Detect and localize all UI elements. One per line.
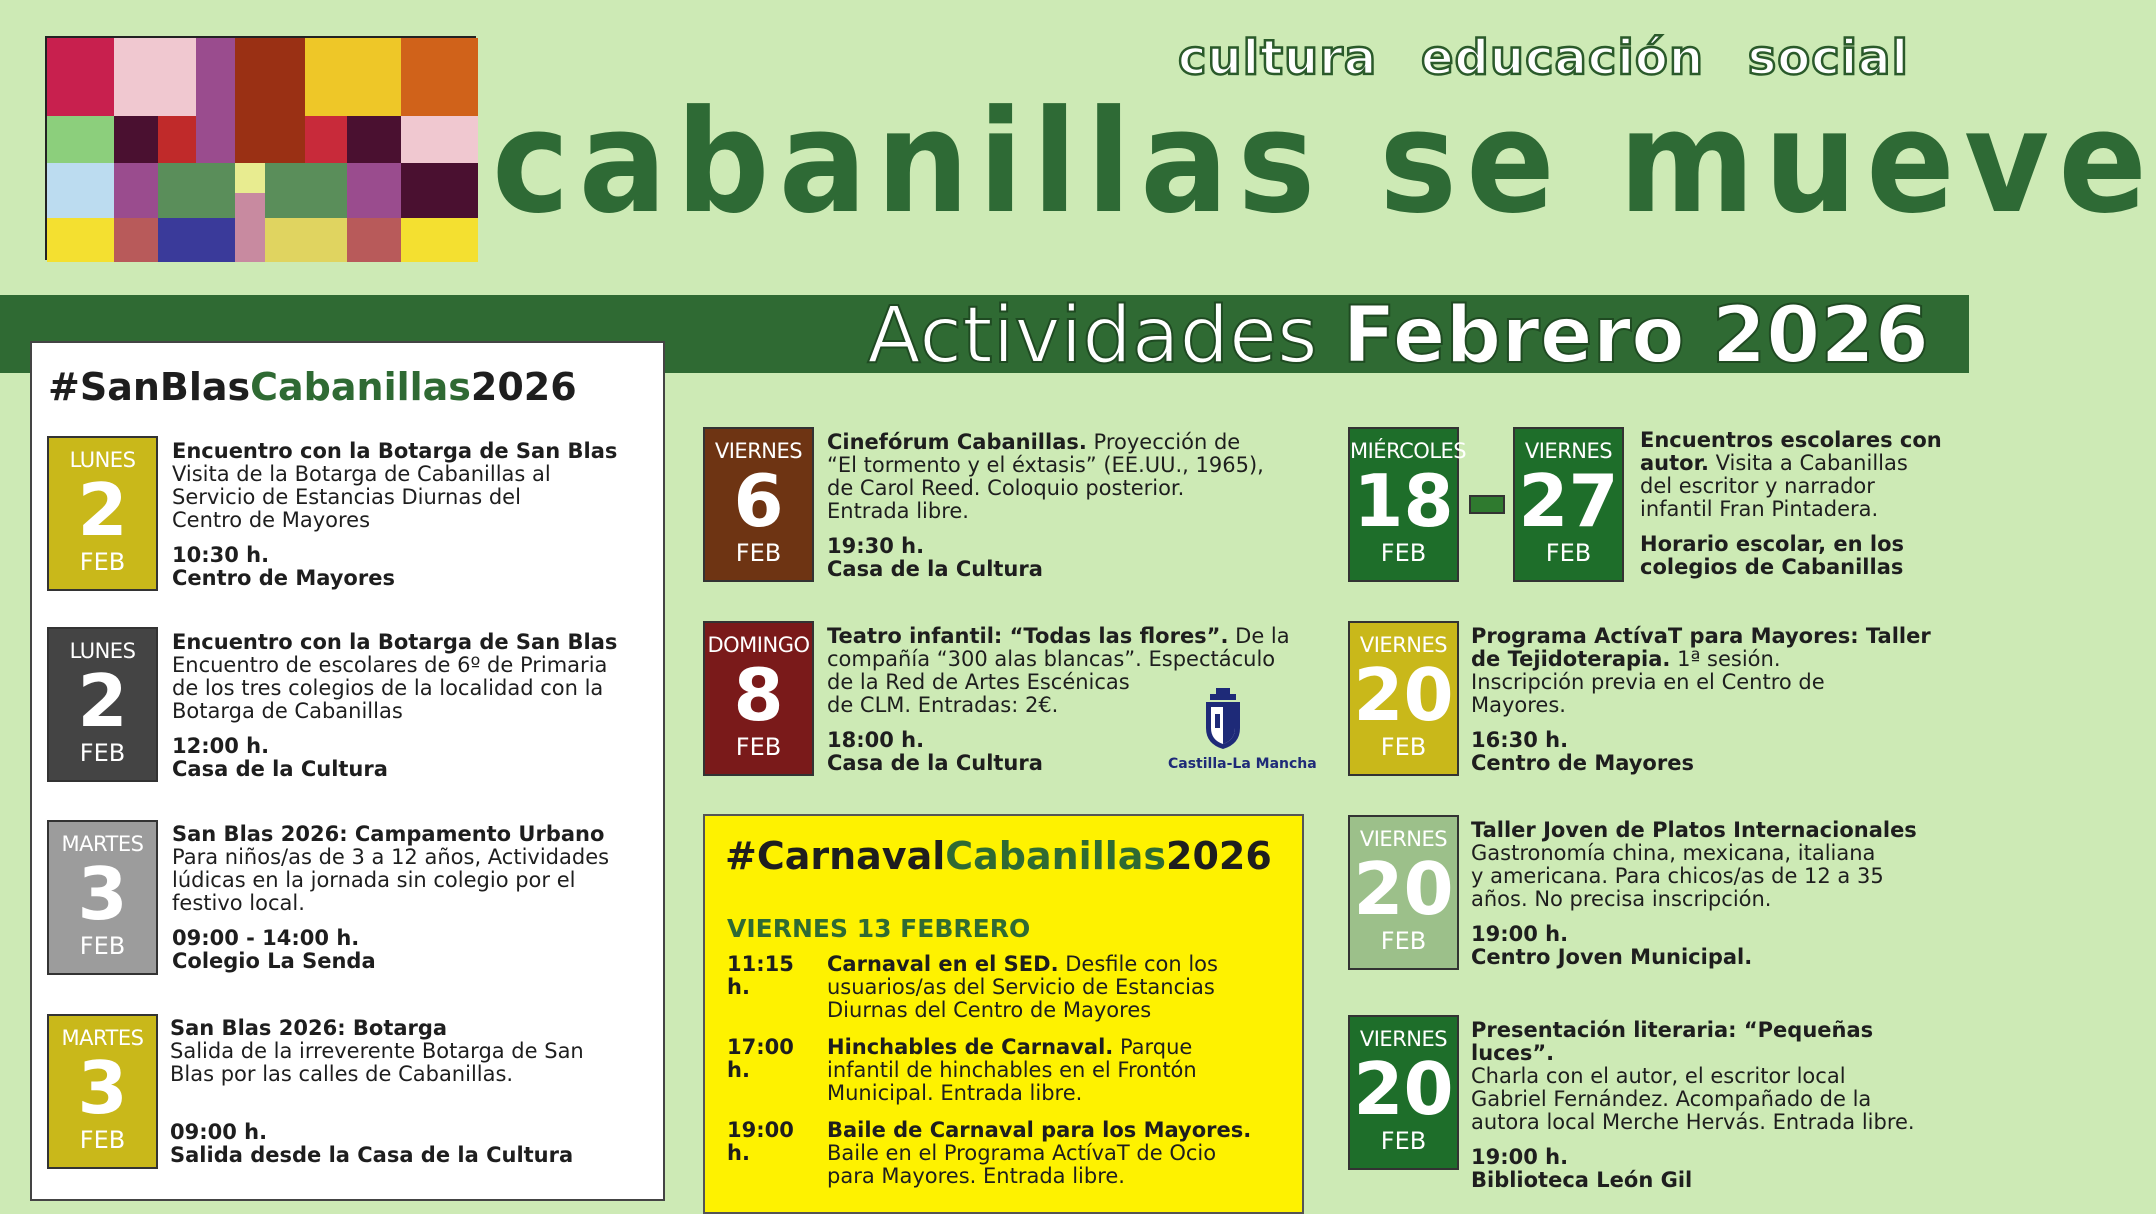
event-desc: “El tormento y el éxtasis” (EE.UU., 1965), xyxy=(827,453,1264,477)
carnaval-title: Carnaval en el SED. xyxy=(827,952,1059,976)
date-day: 3 xyxy=(77,1046,128,1130)
date-month: FEB xyxy=(79,739,126,767)
page-title xyxy=(867,291,1929,381)
event-desc: lúdicas en la jornada sin colegio por el xyxy=(172,868,576,892)
event-desc: de CLM. Entradas: 2€. xyxy=(827,693,1059,717)
event-details xyxy=(1471,625,1961,775)
date-month: FEB xyxy=(1545,539,1592,567)
event-title: San Blas 2026: Campamento Urbano xyxy=(172,822,605,846)
date-month: FEB xyxy=(1380,539,1427,567)
date-box xyxy=(1348,815,1459,970)
event-details xyxy=(1640,429,1960,579)
clm-logo-text: Castilla-La Mancha xyxy=(1168,756,1317,772)
date-day: 20 xyxy=(1353,1047,1454,1131)
mosaic-logo xyxy=(45,36,476,260)
event-note: colegios de Cabanillas xyxy=(1640,555,1904,579)
event-desc: Salida de la irreverente Botarga de San xyxy=(170,1039,584,1063)
event-desc: años. No precisa inscripción. xyxy=(1471,887,1772,911)
event-desc: Entrada libre. xyxy=(827,499,969,523)
date-dow: VIERNES xyxy=(1524,439,1613,463)
date-box xyxy=(1348,1015,1459,1170)
event-title: Encuentro con la Botarga de San Blas xyxy=(172,439,618,463)
event-desc: de la Red de Artes Escénicas xyxy=(827,670,1130,694)
date-month: FEB xyxy=(79,1126,126,1154)
event-title: Encuentros escolares con xyxy=(1640,428,1942,452)
date-month: FEB xyxy=(735,539,782,567)
event-desc: Blas por las calles de Cabanillas. xyxy=(170,1062,514,1086)
date-box xyxy=(1348,621,1459,776)
date-month: FEB xyxy=(79,548,126,576)
date-day: 2 xyxy=(77,468,128,552)
event-time: 19:30 h. xyxy=(827,534,925,558)
date-dow: VIERNES xyxy=(714,439,803,463)
date-day: 18 xyxy=(1353,459,1454,543)
hashtag-part: #SanBlas xyxy=(48,365,251,409)
carnaval-desc: Desfile con los xyxy=(1058,952,1218,976)
date-dow: DOMINGO xyxy=(707,633,810,657)
date-box xyxy=(703,621,814,776)
date-month: FEB xyxy=(1380,1127,1427,1155)
date-day: 20 xyxy=(1353,847,1454,931)
date-day: 20 xyxy=(1353,653,1454,737)
event-time: 16:30 h. xyxy=(1471,728,1569,752)
event-time: 09:00 - 14:00 h. xyxy=(172,926,360,950)
date-day: 3 xyxy=(77,852,128,936)
date-month: FEB xyxy=(735,733,782,761)
event-place: Casa de la Cultura xyxy=(827,557,1043,581)
event-place: Casa de la Cultura xyxy=(172,757,388,781)
event-desc: Proyección de xyxy=(1086,430,1241,454)
date-dow: MIÉRCOLES xyxy=(1350,439,1467,463)
date-dow: VIERNES xyxy=(1359,827,1448,851)
carnaval-desc: para Mayores. Entrada libre. xyxy=(827,1164,1125,1188)
carnaval-desc: usuarios/as del Servicio de Estancias xyxy=(827,975,1215,999)
date-dow: MARTES xyxy=(61,832,144,856)
event-time: 18:00 h. xyxy=(827,728,925,752)
event-note: Horario escolar, en los xyxy=(1640,532,1904,556)
date-month: FEB xyxy=(1380,927,1427,955)
event-title: Encuentro con la Botarga de San Blas xyxy=(172,630,618,654)
event-desc: de Carol Reed. Coloquio posterior. xyxy=(827,476,1185,500)
event-title: Programa ActívaT para Mayores: Taller xyxy=(1471,624,1931,648)
event-details xyxy=(172,631,652,781)
date-month: FEB xyxy=(1380,733,1427,761)
event-desc: De la xyxy=(1228,624,1290,648)
event-desc: Gabriel Fernández. Acompañado de la xyxy=(1471,1087,1872,1111)
date-box xyxy=(47,820,158,975)
event-desc: de los tres colegios de la localidad con la xyxy=(172,676,604,700)
event-desc: Botarga de Cabanillas xyxy=(172,699,403,723)
event-time: 12:00 h. xyxy=(172,734,270,758)
date-box xyxy=(703,427,814,582)
sanblas-hashtag xyxy=(48,365,577,409)
event-details xyxy=(172,440,652,590)
event-details xyxy=(1471,1019,1961,1192)
carnaval-desc: Parque xyxy=(1113,1035,1193,1059)
date-box-range-start xyxy=(1348,427,1467,582)
event-desc: Servicio de Estancias Diurnas del xyxy=(172,485,521,509)
title-light: Actividades xyxy=(867,291,1318,381)
event-desc: Encuentro de escolares de 6º de Primaria xyxy=(172,653,608,677)
hashtag-part: #Carnaval xyxy=(725,834,946,878)
event-title: de Tejidoterapia. xyxy=(1471,647,1671,671)
hashtag-part: 2026 xyxy=(1166,834,1272,878)
date-box-range-end xyxy=(1513,427,1624,582)
event-desc: Charla con el autor, el escritor local xyxy=(1471,1064,1846,1088)
event-title: autor. xyxy=(1640,451,1709,475)
hashtag-part: 2026 xyxy=(470,365,577,409)
event-desc: compañía “300 alas blancas”. Espectáculo xyxy=(827,647,1276,671)
title-bold: Febrero 2026 xyxy=(1342,291,1929,381)
tagline: cultura educación social xyxy=(1178,30,1909,86)
date-box xyxy=(47,436,158,591)
date-dow: LUNES xyxy=(69,448,136,472)
date-box xyxy=(47,627,158,782)
event-desc: y americana. Para chicos/as de 12 a 35 xyxy=(1471,864,1884,888)
event-desc: Mayores. xyxy=(1471,693,1566,717)
carnaval-title: Baile de Carnaval para los Mayores. xyxy=(827,1118,1252,1142)
event-desc: Inscripción previa en el Centro de xyxy=(1471,670,1825,694)
event-title: Teatro infantil: “Todas las flores”. xyxy=(827,624,1229,648)
hashtag-part: Cabanillas xyxy=(250,365,471,409)
carnaval-time: 19:00 h. xyxy=(727,1118,794,1165)
carnaval-day-heading: VIERNES 13 FEBRERO xyxy=(727,914,1031,943)
event-place: Biblioteca León Gil xyxy=(1471,1168,1693,1192)
event-desc: del escritor y narrador xyxy=(1640,474,1875,498)
date-day: 8 xyxy=(733,653,784,737)
date-day: 27 xyxy=(1518,459,1619,543)
event-place: Colegio La Senda xyxy=(172,949,376,973)
event-details xyxy=(170,1017,650,1167)
event-place: Centro Joven Municipal. xyxy=(1471,945,1753,969)
event-place: Centro de Mayores xyxy=(172,566,395,590)
event-desc: Centro de Mayores xyxy=(172,508,371,532)
event-details xyxy=(1471,819,1961,969)
brand-title: cabanillas se mueve xyxy=(492,80,2156,245)
event-desc: Visita a Cabanillas xyxy=(1708,451,1908,475)
date-month: FEB xyxy=(79,932,126,960)
carnaval-desc: Baile en el Programa ActívaT de Ocio xyxy=(827,1141,1217,1165)
carnaval-hashtag xyxy=(725,834,1272,878)
carnaval-time: 17:00 h. xyxy=(727,1035,794,1082)
carnaval-desc: infantil de hinchables en el Frontón xyxy=(827,1058,1197,1082)
event-desc: 1ª sesión. xyxy=(1670,647,1781,671)
carnaval-desc: Diurnas del Centro de Mayores xyxy=(827,998,1152,1022)
date-day: 6 xyxy=(733,459,784,543)
event-desc: Gastronomía china, mexicana, italiana xyxy=(1471,841,1876,865)
carnaval-desc: Municipal. Entrada libre. xyxy=(827,1081,1083,1105)
clm-shield-icon xyxy=(1202,688,1244,750)
event-desc: festivo local. xyxy=(172,891,305,915)
date-box xyxy=(47,1014,158,1169)
event-desc: infantil Fran Pintadera. xyxy=(1640,497,1879,521)
date-dow: MARTES xyxy=(61,1026,144,1050)
event-time: 19:00 h. xyxy=(1471,922,1569,946)
date-dow: VIERNES xyxy=(1359,633,1448,657)
event-time: 19:00 h. xyxy=(1471,1145,1569,1169)
event-time: 09:00 h. xyxy=(170,1120,268,1144)
event-time: 10:30 h. xyxy=(172,543,270,567)
range-dash xyxy=(1469,495,1505,514)
carnaval-title: Hinchables de Carnaval. xyxy=(827,1035,1114,1059)
event-details xyxy=(827,431,1307,581)
event-place: Salida desde la Casa de la Cultura xyxy=(170,1143,574,1167)
event-details xyxy=(172,823,652,973)
carnaval-time: 11:15 h. xyxy=(727,952,794,999)
date-day: 2 xyxy=(77,659,128,743)
event-desc: Para niños/as de 3 a 12 años, Actividades xyxy=(172,845,610,869)
event-desc: autora local Merche Hervás. Entrada libre. xyxy=(1471,1110,1915,1134)
event-place: Casa de la Cultura xyxy=(827,751,1043,775)
event-desc: Visita de la Botarga de Cabanillas al xyxy=(172,462,551,486)
event-title: Taller Joven de Platos Internacionales xyxy=(1471,818,1917,842)
event-place: Centro de Mayores xyxy=(1471,751,1694,775)
event-title: San Blas 2026: Botarga xyxy=(170,1016,448,1040)
event-title: Presentación literaria: “Pequeñas luces”. xyxy=(1471,1018,1874,1065)
event-title: Cinefórum Cabanillas. xyxy=(827,430,1087,454)
carnaval-box xyxy=(703,814,1304,1214)
clm-logo xyxy=(1168,688,1317,778)
date-dow: LUNES xyxy=(69,639,136,663)
hashtag-part: Cabanillas xyxy=(945,834,1167,878)
date-dow: VIERNES xyxy=(1359,1027,1448,1051)
